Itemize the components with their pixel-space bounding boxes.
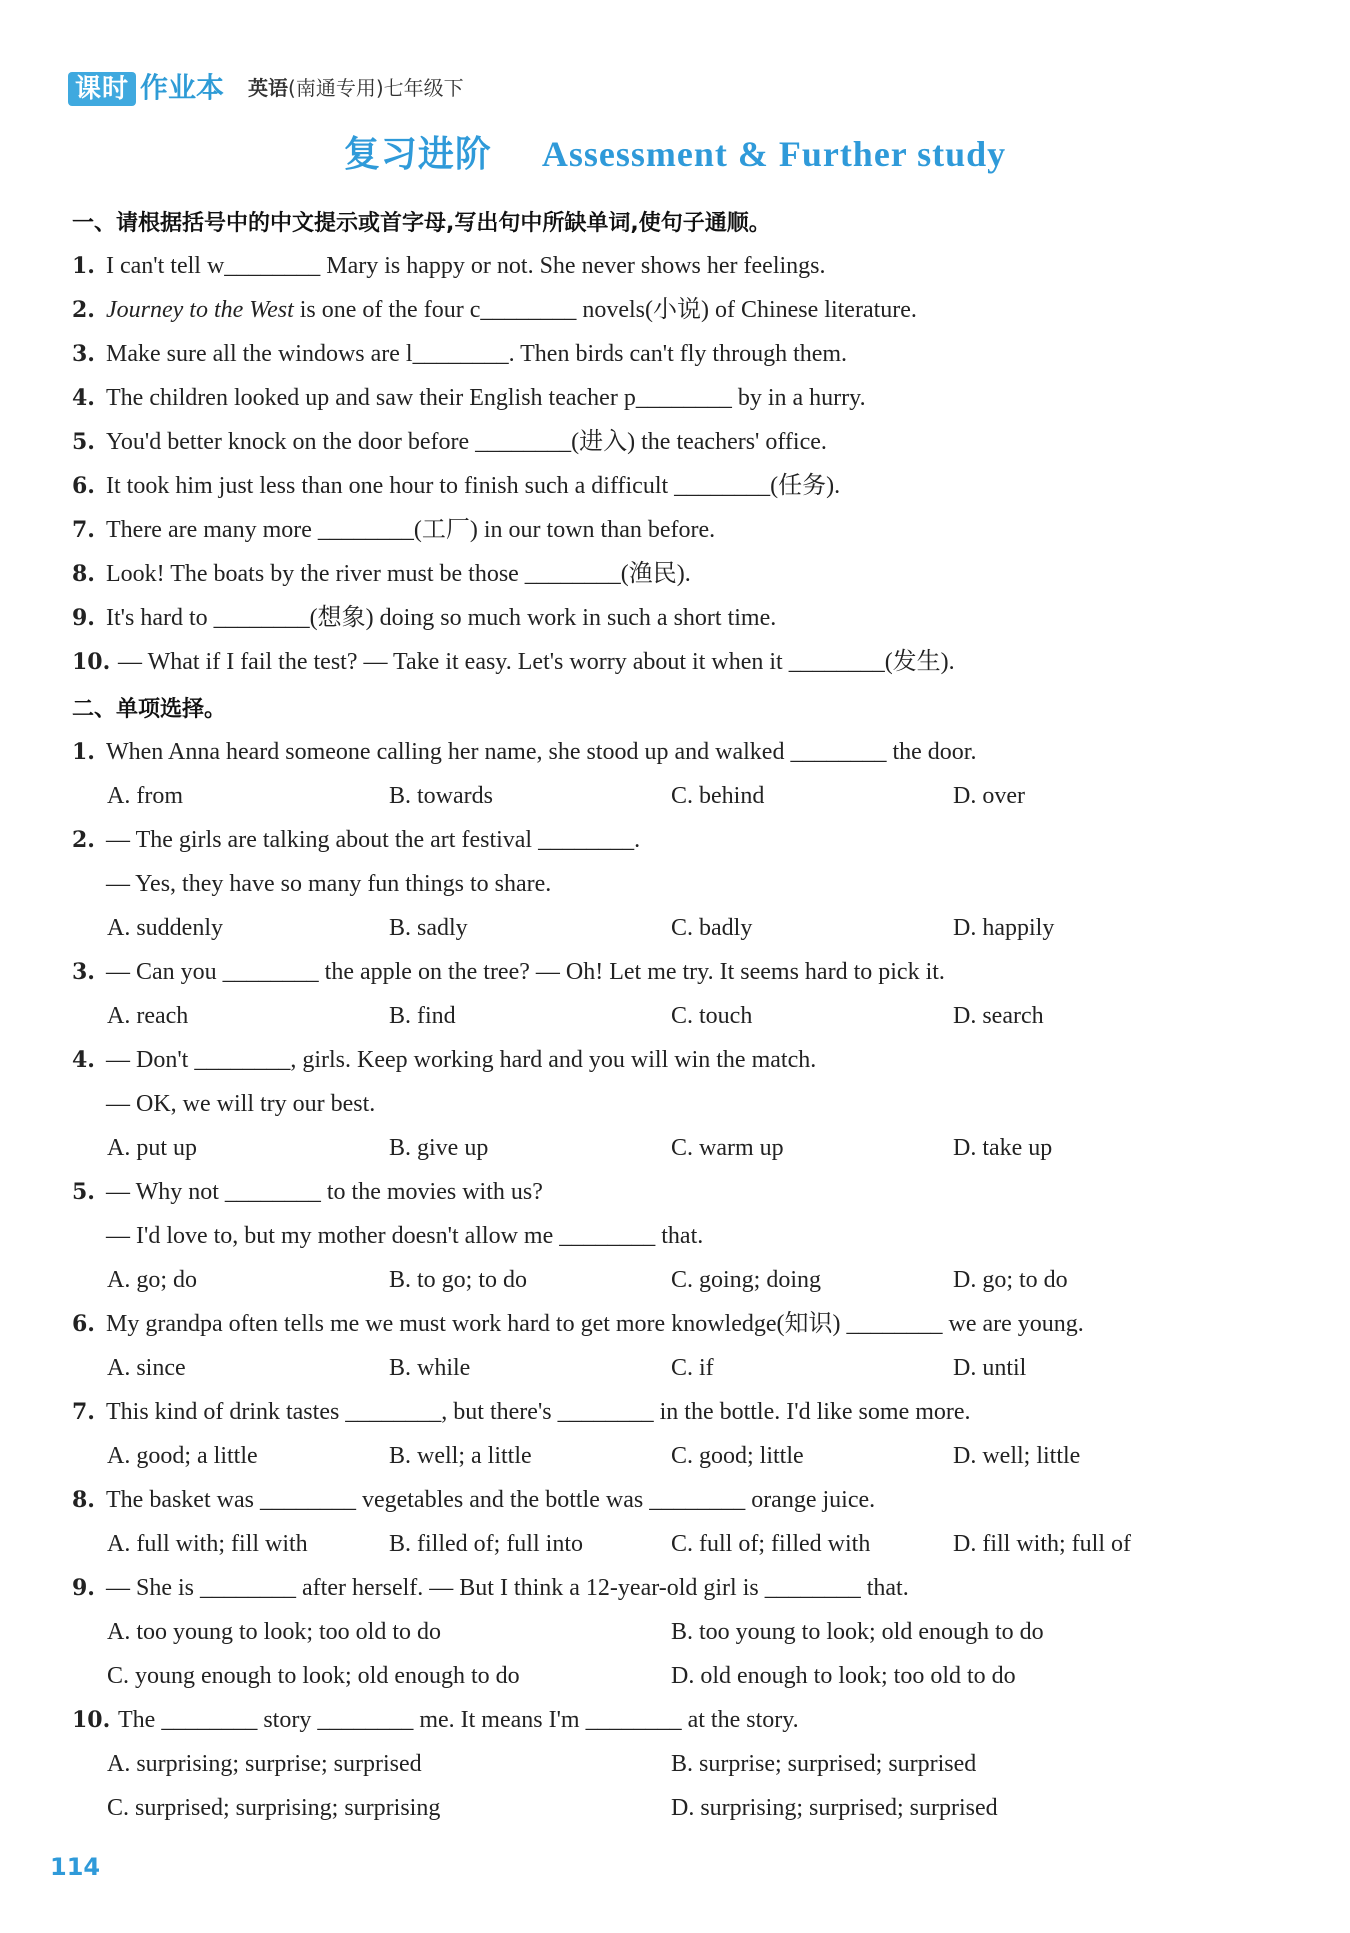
question-text: — Don't ________, girls. Keep working hard and you will win the match. [106, 1047, 817, 1073]
option-d[interactable]: D. old enough to look; too old to do [671, 1663, 1016, 1689]
question-text: — She is ________ after herself. — But I think a 12-year-old girl is ________ that. [106, 1575, 909, 1601]
option-d[interactable]: D. over [953, 783, 1025, 809]
options-row [107, 1440, 1287, 1472]
section1-heading: 一、请根据括号中的中文提示或首字母,写出句中所缺单词,使句子通顺。 [72, 211, 771, 236]
item-text: There are many more ________(工厂) in our town than before. [106, 517, 716, 543]
fill-blank-item [72, 514, 1290, 546]
option-c[interactable]: C. good; little [671, 1443, 804, 1469]
question-number: 3. [72, 959, 95, 985]
options-row [107, 1748, 1287, 1780]
options-row [107, 1660, 1287, 1692]
question-number: 6. [72, 1311, 95, 1337]
question-stem [72, 1176, 1290, 1208]
question-number: 5. [72, 1179, 95, 1205]
option-b[interactable]: B. to go; to do [389, 1267, 528, 1293]
option-a[interactable]: A. good; a little [107, 1443, 258, 1469]
option-c[interactable]: C. behind [671, 783, 765, 809]
option-a[interactable]: A. since [107, 1355, 186, 1381]
question-number: 1. [72, 739, 95, 765]
option-a[interactable]: A. from [107, 783, 183, 809]
page-title [0, 126, 1350, 177]
question-text: The ________ story ________ me. It means I'm ________ at the story. [118, 1707, 799, 1733]
item-number: 2. [72, 297, 95, 323]
item-number: 3. [72, 341, 95, 367]
page-header [68, 66, 464, 106]
option-d[interactable]: D. fill with; full of [953, 1531, 1131, 1557]
item-text: — What if I fail the test? — Take it easy. Let's worry about it when it ________(发生). [118, 649, 955, 675]
question-text: — Yes, they have so many fun things to share. [106, 871, 552, 897]
item-number: 9. [72, 605, 95, 631]
option-c[interactable]: C. touch [671, 1003, 753, 1029]
question-reply [72, 1220, 1290, 1252]
fill-blank-item [72, 646, 1290, 678]
question-number: 2. [72, 827, 95, 853]
option-a[interactable]: A. too young to look; too old to do [107, 1619, 442, 1645]
question-text: — The girls are talking about the art festival ________. [106, 827, 641, 853]
option-c[interactable]: C. full of; filled with [671, 1531, 871, 1557]
question-text: — OK, we will try our best. [106, 1091, 376, 1117]
fill-blank-item [72, 382, 1290, 414]
question-number: 4. [72, 1047, 95, 1073]
fill-blank-item [72, 294, 1290, 326]
option-d[interactable]: D. surprising; surprised; surprised [671, 1795, 998, 1821]
fill-blank-item [72, 558, 1290, 590]
item-text: is one of the four c________ novels(小说) of Chinese literature. [293, 297, 917, 323]
fill-blank-item [72, 602, 1290, 634]
question-number: 9. [72, 1575, 95, 1601]
options-row [107, 1000, 1287, 1032]
options-row [107, 1352, 1287, 1384]
title-en: Assessment & Further study [541, 134, 1007, 174]
item-text: Look! The boats by the river must be those ________(渔民). [106, 561, 691, 587]
option-a[interactable]: A. go; do [107, 1267, 197, 1293]
item-number: 1. [72, 253, 95, 279]
question-number: 8. [72, 1487, 95, 1513]
options-row [107, 1132, 1287, 1164]
option-a[interactable]: A. suddenly [107, 915, 223, 941]
option-b[interactable]: B. filled of; full into [389, 1531, 583, 1557]
item-text: Make sure all the windows are l________. Then birds can't fly through them. [106, 341, 848, 367]
page-number: 114 [50, 1853, 101, 1881]
option-b[interactable]: B. give up [389, 1135, 489, 1161]
question-reply [72, 1088, 1290, 1120]
fill-blank-item [72, 470, 1290, 502]
item-number: 4. [72, 385, 95, 411]
option-d[interactable]: D. happily [953, 915, 1055, 941]
question-text: — Can you ________ the apple on the tree? — Oh! Let me try. It seems hard to pick it. [106, 959, 945, 985]
item-text: It took him just less than one hour to finish such a difficult ________(任务). [106, 473, 841, 499]
question-text: This kind of drink tastes ________, but there's ________ in the bottle. I'd like some more. [106, 1399, 971, 1425]
option-d[interactable]: D. well; little [953, 1443, 1081, 1469]
options-row [107, 912, 1287, 944]
brand-logo: 课时 [68, 72, 136, 106]
option-c[interactable]: C. warm up [671, 1135, 784, 1161]
option-d[interactable]: D. take up [953, 1135, 1053, 1161]
option-d[interactable]: D. search [953, 1003, 1044, 1029]
fill-blank-item [72, 426, 1290, 458]
option-a[interactable]: A. full with; fill with [107, 1531, 308, 1557]
title-cn: 复习进阶 [343, 133, 492, 175]
fill-blank-item [72, 250, 1290, 282]
options-row [107, 1264, 1287, 1296]
option-b[interactable]: B. towards [389, 783, 493, 809]
options-row [107, 1792, 1287, 1824]
question-stem [72, 1484, 1290, 1516]
question-stem [72, 1704, 1290, 1736]
item-number: 5. [72, 429, 95, 455]
item-number: 10. [72, 649, 111, 675]
option-a[interactable]: A. put up [107, 1135, 197, 1161]
question-stem [72, 1396, 1290, 1428]
option-c[interactable]: C. surprised; surprising; surprising [107, 1795, 441, 1821]
option-d[interactable]: D. until [953, 1355, 1027, 1381]
option-b[interactable]: B. find [389, 1003, 456, 1029]
book-info [248, 70, 464, 106]
book-title: Journey to the West [106, 297, 294, 323]
item-number: 6. [72, 473, 95, 499]
option-c[interactable]: C. badly [671, 915, 753, 941]
item-text: I can't tell w________ Mary is happy or not. She never shows her feelings. [106, 253, 826, 279]
options-row [107, 1528, 1287, 1560]
option-a[interactable]: A. reach [107, 1003, 189, 1029]
question-stem [72, 1308, 1290, 1340]
option-d[interactable]: D. go; to do [953, 1267, 1068, 1293]
question-stem [72, 1572, 1290, 1604]
fill-blank-item [72, 338, 1290, 370]
question-text: My grandpa often tells me we must work hard to get more knowledge(知识) ________ we are young. [106, 1311, 1084, 1337]
question-number: 7. [72, 1399, 95, 1425]
item-number: 8. [72, 561, 95, 587]
question-stem [72, 736, 1290, 768]
question-text: — I'd love to, but my mother doesn't allow me ________ that. [106, 1223, 704, 1249]
option-b[interactable]: B. too young to look; old enough to do [671, 1619, 1044, 1645]
question-stem [72, 824, 1290, 856]
question-stem [72, 956, 1290, 988]
option-b[interactable]: B. sadly [389, 915, 468, 941]
item-text: It's hard to ________(想象) doing so much work in such a short time. [106, 605, 777, 631]
question-text: — Why not ________ to the movies with us? [106, 1179, 543, 1205]
item-text: You'd better knock on the door before ________(进入) the teachers' office. [106, 429, 827, 455]
question-text: When Anna heard someone calling her name, she stood up and walked ________ the door. [106, 739, 977, 765]
item-text: The children looked up and saw their English teacher p________ by in a hurry. [106, 385, 866, 411]
brand-name: 作业本 [140, 71, 225, 104]
option-c[interactable]: C. going; doing [671, 1267, 822, 1293]
book-detail: (南通专用)七年级下 [288, 76, 464, 100]
section2-heading: 二、单项选择。 [72, 697, 227, 722]
question-text: The basket was ________ vegetables and the bottle was ________ orange juice. [106, 1487, 876, 1513]
option-c[interactable]: C. if [671, 1355, 714, 1381]
option-b[interactable]: B. well; a little [389, 1443, 532, 1469]
options-row [107, 1616, 1287, 1648]
option-a[interactable]: A. surprising; surprise; surprised [107, 1751, 422, 1777]
subject: 英语 [248, 76, 289, 100]
item-number: 7. [72, 517, 95, 543]
options-row [107, 780, 1287, 812]
option-b[interactable]: B. while [389, 1355, 471, 1381]
question-stem [72, 1044, 1290, 1076]
question-reply [72, 868, 1290, 900]
option-b[interactable]: B. surprise; surprised; surprised [671, 1751, 977, 1777]
question-number: 10. [72, 1707, 111, 1733]
option-c[interactable]: C. young enough to look; old enough to do [107, 1663, 520, 1689]
